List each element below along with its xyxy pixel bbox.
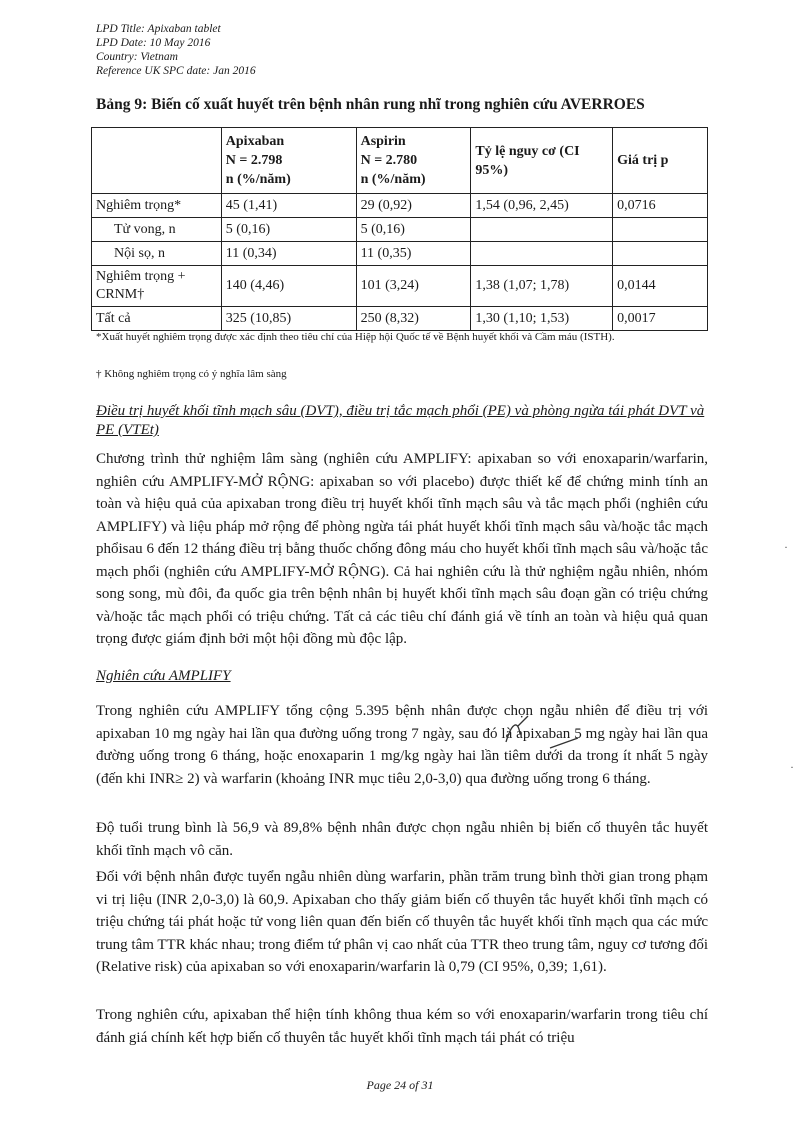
paragraph-age: Độ tuổi trung bình là 56,9 và 89,8% bệnh nhân được chọn ngẫu nhiên bị biến cố thuyên tắc huyết khối tĩnh mạch vô căn. xyxy=(96,820,708,859)
risk-ratio-value xyxy=(471,218,613,242)
p-value xyxy=(613,218,708,242)
aspirin-value: 101 (3,24) xyxy=(356,266,471,307)
header-apixaban-unit: n (%/năm) xyxy=(225,172,291,187)
header-aspirin-n: N = 2.780 xyxy=(360,153,418,168)
header-aspirin-name: Aspirin xyxy=(360,134,406,149)
apixaban-value: 5 (0,16) xyxy=(221,218,356,242)
header-cell-empty xyxy=(92,128,222,194)
aspirin-value: 29 (0,92) xyxy=(356,194,471,218)
header-risk-ratio-line1: Tỷ lệ nguy cơ (CI xyxy=(475,143,580,159)
risk-ratio-value: 1,54 (0,96, 2,45) xyxy=(471,194,613,218)
risk-ratio-value: 1,38 (1,07; 1,78) xyxy=(471,266,613,307)
header-risk-ratio-line2: 95%) xyxy=(475,162,509,178)
table-title: Bảng 9: Biến cố xuất huyết trên bệnh nhân rung nhĩ trong nghiên cứu AVERROES xyxy=(96,96,645,113)
apixaban-value: 140 (4,46) xyxy=(221,266,356,307)
table-footnote-isth: *Xuất huyết nghiêm trọng được xác định theo tiêu chí của Hiệp hội Quốc tế về Bệnh huyết khối và Cầm máu (ISTH). xyxy=(96,331,615,343)
row-label xyxy=(92,266,222,307)
page-number: Page 24 of 31 xyxy=(366,1078,434,1092)
aspirin-value: 5 (0,16) xyxy=(356,218,471,242)
table-row xyxy=(92,218,708,242)
margin-scan-mark: · xyxy=(790,760,794,774)
row-label: Tất cả xyxy=(92,307,222,331)
table-header-row xyxy=(92,128,708,194)
header-cell-risk-ratio xyxy=(471,128,613,194)
p-value: 0,0017 xyxy=(613,307,708,331)
header-apixaban-name: Apixaban xyxy=(225,134,285,149)
table-footnote-crnm: † Không nghiêm trọng có ý nghĩa lâm sàng xyxy=(96,368,287,380)
row-label: Tử vong, n xyxy=(92,218,222,242)
header-cell-aspirin xyxy=(356,128,471,194)
paragraph-amplify-dosing: Trong nghiên cứu AMPLIFY tổng cộng 5.395 bệnh nhân được chọn ngẫu nhiên để điều trị với apixaban 10 mg ngày hai lần qua đường uống trong 7 ngày, sau đó là apixaban 5 mg ngày hai lần qua đường uống trong 6 tháng, hoặc enoxaparin 1 mg/kg ngày hai lần tiêm dưới da trong ít nhất 5 ngày (đến khi INR≥ 2) và warfarin (khoảng INR mục tiêu 2,0-3,0) qua đường uống trong 6 tháng. xyxy=(96,703,708,787)
row-label-line2: CRNM† xyxy=(96,287,145,302)
document-header xyxy=(96,22,256,78)
row-label: Nội sọ, n xyxy=(92,242,222,266)
apixaban-value: 325 (10,85) xyxy=(221,307,356,331)
aspirin-value: 11 (0,35) xyxy=(356,242,471,266)
header-cell-apixaban xyxy=(221,128,356,194)
header-aspirin-unit: n (%/năm) xyxy=(360,172,426,187)
handwritten-correction-mark xyxy=(498,712,588,752)
apixaban-value: 45 (1,41) xyxy=(221,194,356,218)
row-label-line1: Nghiêm trọng + xyxy=(96,269,186,284)
section-title: Điều trị huyết khối tĩnh mạch sâu (DVT), điều trị tắc mạch phổi (PE) và phòng ngừa tái phát DVT và PE (VTEt) xyxy=(96,403,705,438)
p-value xyxy=(613,242,708,266)
lpd-title: LPD Title: Apixaban tablet xyxy=(96,23,221,35)
paragraph-warfarin-ttr: Đối với bệnh nhân được tuyển ngẫu nhiên dùng warfarin, phần trăm trung bình thời gian trong phạm vi trị liệu (INR 2,0-3,0) là 60,9. Apixaban cho thấy giảm biến cố thuyên tắc huyết khối tĩnh mạch có triệu chứng tái phát hoặc tử vong liên quan đến biến cố thuyên tắc huyết khối tĩnh mạch qua các mức trung tâm TTR khác nhau; trong điểm tứ phân vị cao nhất của TTR theo trung tâm, nguy cơ tương đối (Relative risk) của apixaban so với enoxaparin/warfarin là 0,79 (CI 95%, 0,39; 1,61). xyxy=(96,869,708,975)
p-value: 0,0144 xyxy=(613,266,708,307)
apixaban-value: 11 (0,34) xyxy=(221,242,356,266)
row-label: Nghiêm trọng* xyxy=(92,194,222,218)
margin-scan-mark: · xyxy=(784,540,788,554)
lpd-date: LPD Date: 10 May 2016 xyxy=(96,37,211,49)
reference-date: Reference UK SPC date: Jan 2016 xyxy=(96,65,256,77)
subsection-title: Nghiên cứu AMPLIFY xyxy=(96,668,231,684)
bleeding-events-table xyxy=(91,127,708,331)
aspirin-value: 250 (8,32) xyxy=(356,307,471,331)
country: Country: Vietnam xyxy=(96,51,178,63)
table-row xyxy=(92,266,708,307)
table-row xyxy=(92,194,708,218)
risk-ratio-value xyxy=(471,242,613,266)
table-row xyxy=(92,307,708,331)
paragraph-non-inferiority: Trong nghiên cứu, apixaban thể hiện tính không thua kém so với enoxaparin/warfarin trong tiêu chí đánh giá chính kết hợp biến cố thuyên tắc huyết khối tĩnh mạch tái phát có triệu xyxy=(96,1007,708,1046)
risk-ratio-value: 1,30 (1,10; 1,53) xyxy=(471,307,613,331)
table-row xyxy=(92,242,708,266)
p-value: 0,0716 xyxy=(613,194,708,218)
paragraph-program-overview: Chương trình thử nghiệm lâm sàng (nghiên cứu AMPLIFY: apixaban so với enoxaparin/warfarin, nghiên cứu AMPLIFY-MỞ RỘNG: apixaban so với placebo) được thiết kế để chứng minh tính an toàn và hiệu quả của apixaban trong điều trị huyết khối tĩnh mạch sâu và tắc mạch phổi (nghiên cứu AMPLIFY) và liệu pháp mở rộng để phòng ngừa tái phát huyết khối tĩnh mạch sâu và/hoặc tắc mạch phổisau 6 đến 12 tháng điều trị bằng thuốc chống đông máu cho huyết khối tĩnh mạch sâu và/hoặc tắc mạch phổi (nghiên cứu AMPLIFY-MỞ RỘNG). Cả hai nghiên cứu là thử nghiệm ngẫu nhiên, nhóm song song, mù đôi, đa quốc gia trên bệnh nhân bị huyết khối tĩnh mạch sâu đoạn gần có triệu chứng và/hoặc tắc mạch phổi có triệu chứng. Tất cả các tiêu chí đánh giá về tính an toàn và hiệu quả quan trọng được giám định bởi một hội đồng mù độc lập. xyxy=(96,451,708,647)
header-cell-p-value: Giá trị p xyxy=(613,128,708,194)
header-apixaban-n: N = 2.798 xyxy=(225,153,283,168)
